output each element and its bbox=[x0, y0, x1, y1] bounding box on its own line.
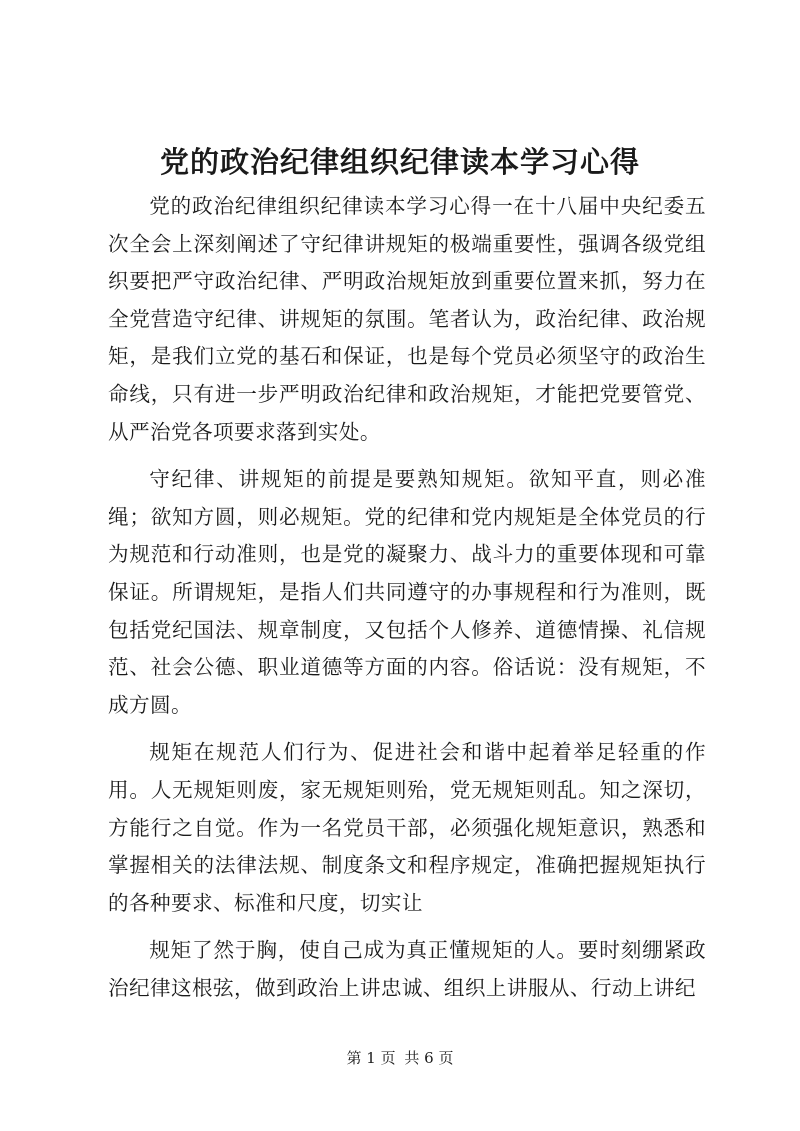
paragraph-3: 规矩在规范人们行为、促进社会和谐中起着举足轻重的作用。人无规矩则废，家无规矩则殆，党无规矩则乱。知之深切，方能行之自觉。作为一名党员干部，必须强化规矩意识，熟悉和掌握相关的法律法规、制度条文和程序规定，准确把握规矩执行的各种要求、标准和尺度，切实让 bbox=[108, 740, 706, 915]
paragraph-2: 守纪律、讲规矩的前提是要熟知规矩。欲知平直，则必准绳；欲知方圆，则必规矩。党的纪律和党内规矩是全体党员的行为规范和行动准则，也是党的凝聚力、战斗力的重要体现和可靠保证。所谓规矩，是指人们共同遵守的办事规程和行为准则，既包括党纪国法、规章制度，又包括个人修养、道德情操、礼信规范、社会公德、职业道德等方面的内容。俗话说：没有规矩，不成方圆。 bbox=[108, 467, 706, 717]
paragraph-4: 规矩了然于胸，使自己成为真正懂规矩的人。要时刻绷紧政治纪律这根弦，做到政治上讲忠诚、组织上讲服从、行动上讲纪 bbox=[108, 938, 706, 1000]
page-number: 第 1 页 bbox=[346, 1049, 396, 1067]
page-total: 共 6 页 bbox=[404, 1049, 454, 1067]
document-body bbox=[108, 188, 706, 1007]
page-footer bbox=[0, 1048, 800, 1068]
document-title: 党的政治纪律组织纪律读本学习心得 bbox=[159, 145, 640, 179]
paragraph-1: 党的政治纪律组织纪律读本学习心得一在十八届中央纪委五次全会上深刻阐述了守纪律讲规矩的极端重要性，强调各级党组织要把严守政治纪律、严明政治规矩放到重要位置来抓，努力在全党营造守纪律、讲规矩的氛围。笔者认为，政治纪律、政治规矩，是我们立党的基石和保证，也是每个党员必须坚守的政治生命线，只有进一步严明政治纪律和政治规矩，才能把党要管党、从严治党各项要求落到实处。 bbox=[108, 194, 706, 444]
